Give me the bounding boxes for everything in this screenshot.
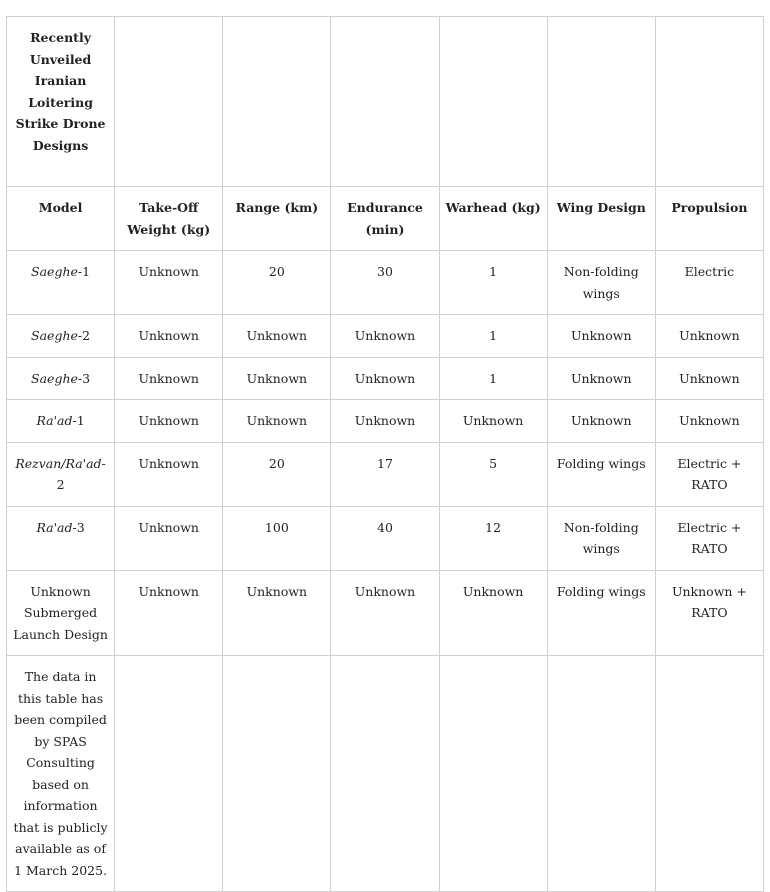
- header-row: [7, 187, 764, 251]
- footnote-row: [7, 656, 764, 892]
- header-takeoff-weight: Take-Off Weight (kg): [115, 187, 223, 251]
- empty-cell: [331, 656, 439, 892]
- model-name: Saeghe: [31, 328, 78, 343]
- model-suffix: -1: [77, 264, 91, 279]
- warhead-cell: 1: [439, 357, 547, 400]
- model-name: Rezvan/Ra'ad-: [15, 455, 106, 471]
- empty-cell: [223, 17, 331, 187]
- range-cell: 20: [223, 442, 331, 506]
- wing-design-cell: Unknown: [547, 315, 655, 358]
- propulsion-cell: Electric: [655, 251, 763, 315]
- range-cell: Unknown: [223, 357, 331, 400]
- table-row: [7, 357, 764, 400]
- warhead-cell: Unknown: [439, 570, 547, 656]
- model-cell: Unknown Submerged Launch Design: [7, 570, 115, 656]
- propulsion-cell: Electric + RATO: [655, 442, 763, 506]
- takeoff-weight-cell: Unknown: [115, 400, 223, 443]
- propulsion-cell: Electric + RATO: [655, 506, 763, 570]
- propulsion-cell: Unknown: [655, 400, 763, 443]
- drone-specs-table: [6, 16, 764, 892]
- table-row: [7, 251, 764, 315]
- empty-cell: [439, 656, 547, 892]
- table-row: [7, 315, 764, 358]
- wing-design-cell: Folding wings: [547, 570, 655, 656]
- wing-design-cell: Non-folding wings: [547, 251, 655, 315]
- takeoff-weight-cell: Unknown: [115, 506, 223, 570]
- model-cell: [7, 251, 115, 315]
- endurance-cell: 17: [331, 442, 439, 506]
- model-cell: [7, 357, 115, 400]
- range-cell: Unknown: [223, 315, 331, 358]
- model-name: Saeghe: [31, 264, 78, 279]
- footnote: The data in this table has been compiled by SPAS Consulting based on information that is publicly available as of 1 March 2025.: [7, 656, 115, 892]
- empty-cell: [439, 17, 547, 187]
- model-cell: [7, 315, 115, 358]
- empty-cell: [547, 656, 655, 892]
- warhead-cell: 12: [439, 506, 547, 570]
- takeoff-weight-cell: Unknown: [115, 570, 223, 656]
- model-suffix: -3: [77, 370, 91, 386]
- endurance-cell: 40: [331, 506, 439, 570]
- model-cell: [7, 442, 115, 506]
- header-warhead: Warhead (kg): [439, 187, 547, 251]
- model-name: Ra'ad: [36, 519, 73, 535]
- model-cell: [7, 506, 115, 570]
- empty-cell: [655, 656, 763, 892]
- header-range: Range (km): [223, 187, 331, 251]
- title-row: [7, 17, 764, 187]
- wing-design-cell: Unknown: [547, 400, 655, 443]
- propulsion-cell: Unknown: [655, 357, 763, 400]
- empty-cell: [655, 17, 763, 187]
- warhead-cell: 5: [439, 442, 547, 506]
- endurance-cell: Unknown: [331, 400, 439, 443]
- range-cell: Unknown: [223, 570, 331, 656]
- endurance-cell: 30: [331, 251, 439, 315]
- table-row: [7, 400, 764, 443]
- table-row: [7, 506, 764, 570]
- header-model: Model: [7, 187, 115, 251]
- propulsion-cell: Unknown: [655, 315, 763, 358]
- empty-cell: [115, 17, 223, 187]
- model-name: Saeghe: [31, 370, 78, 386]
- empty-cell: [223, 656, 331, 892]
- takeoff-weight-cell: Unknown: [115, 357, 223, 400]
- endurance-cell: Unknown: [331, 570, 439, 656]
- table-row: [7, 442, 764, 506]
- wing-design-cell: Folding wings: [547, 442, 655, 506]
- takeoff-weight-cell: Unknown: [115, 442, 223, 506]
- warhead-cell: Unknown: [439, 400, 547, 443]
- endurance-cell: Unknown: [331, 357, 439, 400]
- takeoff-weight-cell: Unknown: [115, 315, 223, 358]
- propulsion-cell: Unknown + RATO: [655, 570, 763, 656]
- endurance-cell: Unknown: [331, 315, 439, 358]
- table-row: [7, 570, 764, 656]
- wing-design-cell: Unknown: [547, 357, 655, 400]
- range-cell: 100: [223, 506, 331, 570]
- range-cell: 20: [223, 251, 331, 315]
- empty-cell: [331, 17, 439, 187]
- model-name: Ra'ad: [36, 413, 73, 428]
- model-suffix: -1: [72, 413, 85, 428]
- empty-cell: [115, 656, 223, 892]
- model-suffix: -3: [72, 519, 85, 535]
- table-title: Recently Unveiled Iranian Loitering Strike Drone Designs: [7, 17, 115, 187]
- wing-design-cell: Non-folding wings: [547, 506, 655, 570]
- takeoff-weight-cell: Unknown: [115, 251, 223, 315]
- header-endurance: Endurance (min): [331, 187, 439, 251]
- model-cell: [7, 400, 115, 443]
- range-cell: Unknown: [223, 400, 331, 443]
- header-propulsion: Propulsion: [655, 187, 763, 251]
- header-wing-design: Wing Design: [547, 187, 655, 251]
- empty-cell: [547, 17, 655, 187]
- model-suffix: 2: [56, 477, 65, 492]
- model-suffix: -2: [77, 328, 91, 343]
- warhead-cell: 1: [439, 315, 547, 358]
- warhead-cell: 1: [439, 251, 547, 315]
